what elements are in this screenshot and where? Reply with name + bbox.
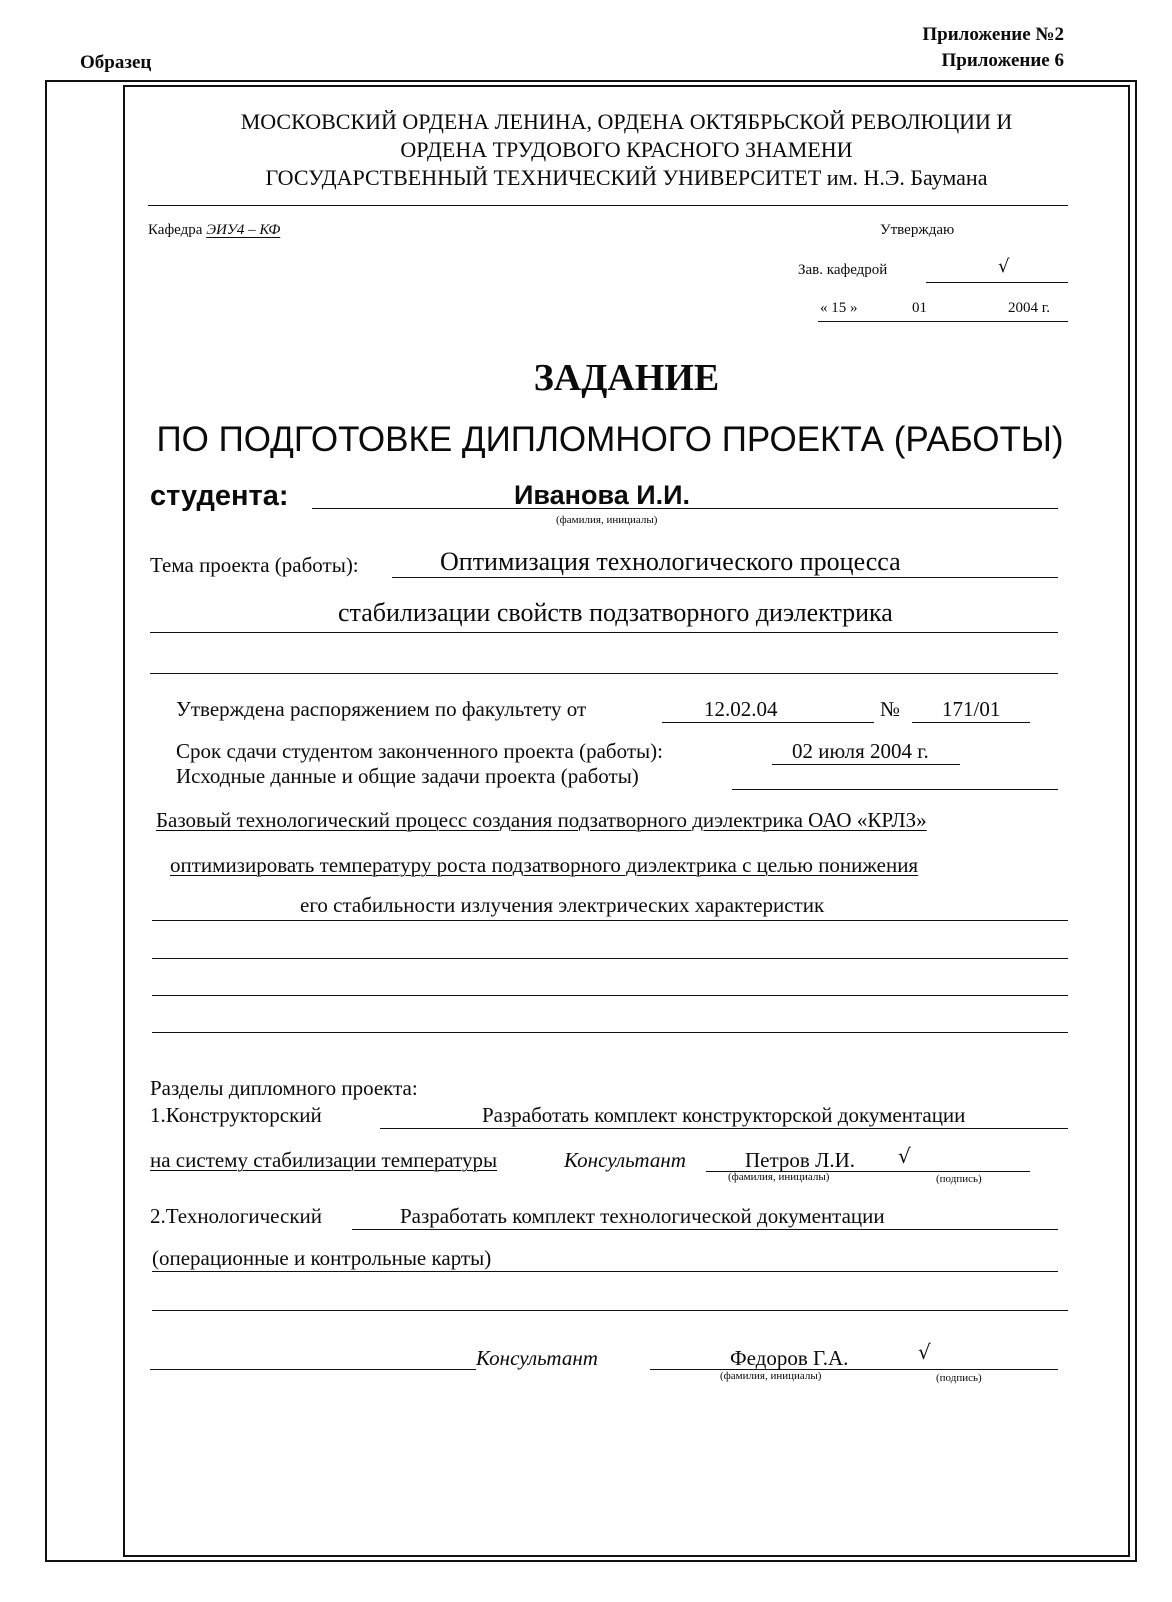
- deadline-value: 02 июля 2004 г.: [792, 739, 929, 763]
- approval-date-day: « 15 »: [820, 300, 858, 316]
- section-1-name-caption: (фамилия, инициалы): [728, 1171, 830, 1183]
- section-1-consultant-name: Петров Л.И.: [745, 1148, 855, 1172]
- section-2-sign-caption: (подпись): [936, 1372, 982, 1384]
- header-divider: [148, 205, 1068, 206]
- department-label: Кафедра: [148, 222, 203, 238]
- head-signature-check: √: [998, 256, 1010, 277]
- section-2-line-3: [152, 1310, 1068, 1311]
- section-2-text-1: Разработать комплект технологической документации: [400, 1204, 885, 1228]
- section-2-label: 2.Технологический: [150, 1204, 323, 1228]
- student-label: студента:: [150, 480, 289, 512]
- blank-line-2: [152, 958, 1068, 959]
- section-1-label: 1.Конструкторский: [150, 1103, 322, 1127]
- student-name: Иванова И.И.: [514, 480, 691, 510]
- topic-text-1: Оптимизация технологического процесса: [440, 547, 901, 576]
- topic-line-2: [150, 632, 1058, 633]
- blank-line-4: [152, 1032, 1068, 1033]
- approve-label: Утверждаю: [880, 222, 955, 238]
- university-line-2: ОРДЕНА ТРУДОВОГО КРАСНОГО ЗНАМЕНИ: [400, 137, 853, 162]
- appendix-number-6: Приложение 6: [941, 50, 1064, 71]
- blank-line-1: [152, 920, 1068, 921]
- order-number: 171/01: [942, 697, 1001, 721]
- sample-label: Образец: [80, 52, 152, 73]
- student-name-caption: (фамилия, инициалы): [556, 514, 658, 526]
- order-number-line: [912, 722, 1030, 723]
- sections-label: Разделы дипломного проекта:: [150, 1076, 418, 1100]
- section-1-consultant-label: Консультант: [564, 1148, 686, 1172]
- section-2-signature-check: √: [918, 1340, 931, 1364]
- order-number-label: №: [880, 697, 901, 721]
- topic-label: Тема проекта (работы):: [150, 553, 359, 577]
- section-2-line-2: [152, 1271, 1058, 1272]
- section-2-line-1: [352, 1229, 1058, 1230]
- topic-line-3: [150, 673, 1058, 674]
- approval-date-line: [818, 321, 1068, 322]
- blank-line-3: [152, 995, 1068, 996]
- section-1-text-1: Разработать комплект конструкторской документации: [482, 1103, 966, 1127]
- topic-line-1: [392, 577, 1058, 578]
- head-label: Зав. кафедрой: [798, 262, 888, 278]
- section-2-left-line: [150, 1369, 476, 1370]
- approval-date-month: 01: [912, 300, 927, 316]
- topic-text-2: стабилизации свойств подзатворного диэлектрика: [338, 598, 893, 627]
- department: [148, 222, 280, 239]
- deadline-label: Срок сдачи студентом законченного проекта (работы):: [176, 739, 663, 763]
- approval-date-year: 2004 г.: [1008, 300, 1050, 316]
- section-2-name-caption: (фамилия, инициалы): [720, 1370, 822, 1382]
- order-date-line: [662, 722, 874, 723]
- section-1-text-2: на систему стабилизации температуры: [150, 1148, 498, 1172]
- document-subtitle: ПО ПОДГОТОВКЕ ДИПЛОМНОГО ПРОЕКТА (РАБОТЫ): [156, 420, 1064, 459]
- section-2-consultant-name: Федоров Г.А.: [730, 1346, 849, 1370]
- section-1-sign-caption: (подпись): [936, 1173, 982, 1185]
- appendix-number-2: Приложение №2: [922, 24, 1064, 45]
- order-label: Утверждена распоряжением по факультету от: [176, 697, 587, 721]
- section-2-text-2: (операционные и контрольные карты): [152, 1246, 492, 1270]
- document-title: ЗАДАНИЕ: [533, 357, 720, 399]
- section-2-consultant-line: [650, 1369, 1058, 1370]
- order-date: 12.02.04: [704, 697, 778, 721]
- section-1-signature-check: √: [898, 1144, 911, 1168]
- initial-data-line-3: его стабильности излучения электрических характеристик: [300, 893, 825, 917]
- university-header: [123, 108, 1130, 192]
- deadline-line: [772, 764, 960, 765]
- initial-data-line-1: Базовый технологический процесс создания подзатворного диэлектрика ОАО «КРЛЗ»: [156, 808, 927, 832]
- department-value: ЭИУ4 – КФ: [206, 222, 281, 238]
- initial-data-label-line: [732, 789, 1058, 790]
- section-1-line-1: [380, 1128, 1068, 1129]
- university-line-1: МОСКОВСКИЙ ОРДЕНА ЛЕНИНА, ОРДЕНА ОКТЯБРЬСКОЙ РЕВОЛЮЦИИ И: [240, 109, 1013, 134]
- section-2-consultant-label: Консультант: [476, 1346, 598, 1370]
- initial-data-label: Исходные данные и общие задачи проекта (работы): [176, 764, 639, 788]
- university-line-3: ГОСУДАРСТВЕННЫЙ ТЕХНИЧЕСКИЙ УНИВЕРСИТЕТ им. Н.Э. Баумана: [265, 165, 988, 190]
- head-signature-line: [926, 282, 1068, 283]
- initial-data-line-2: оптимизировать температуру роста подзатворного диэлектрика с целью понижения: [170, 853, 919, 877]
